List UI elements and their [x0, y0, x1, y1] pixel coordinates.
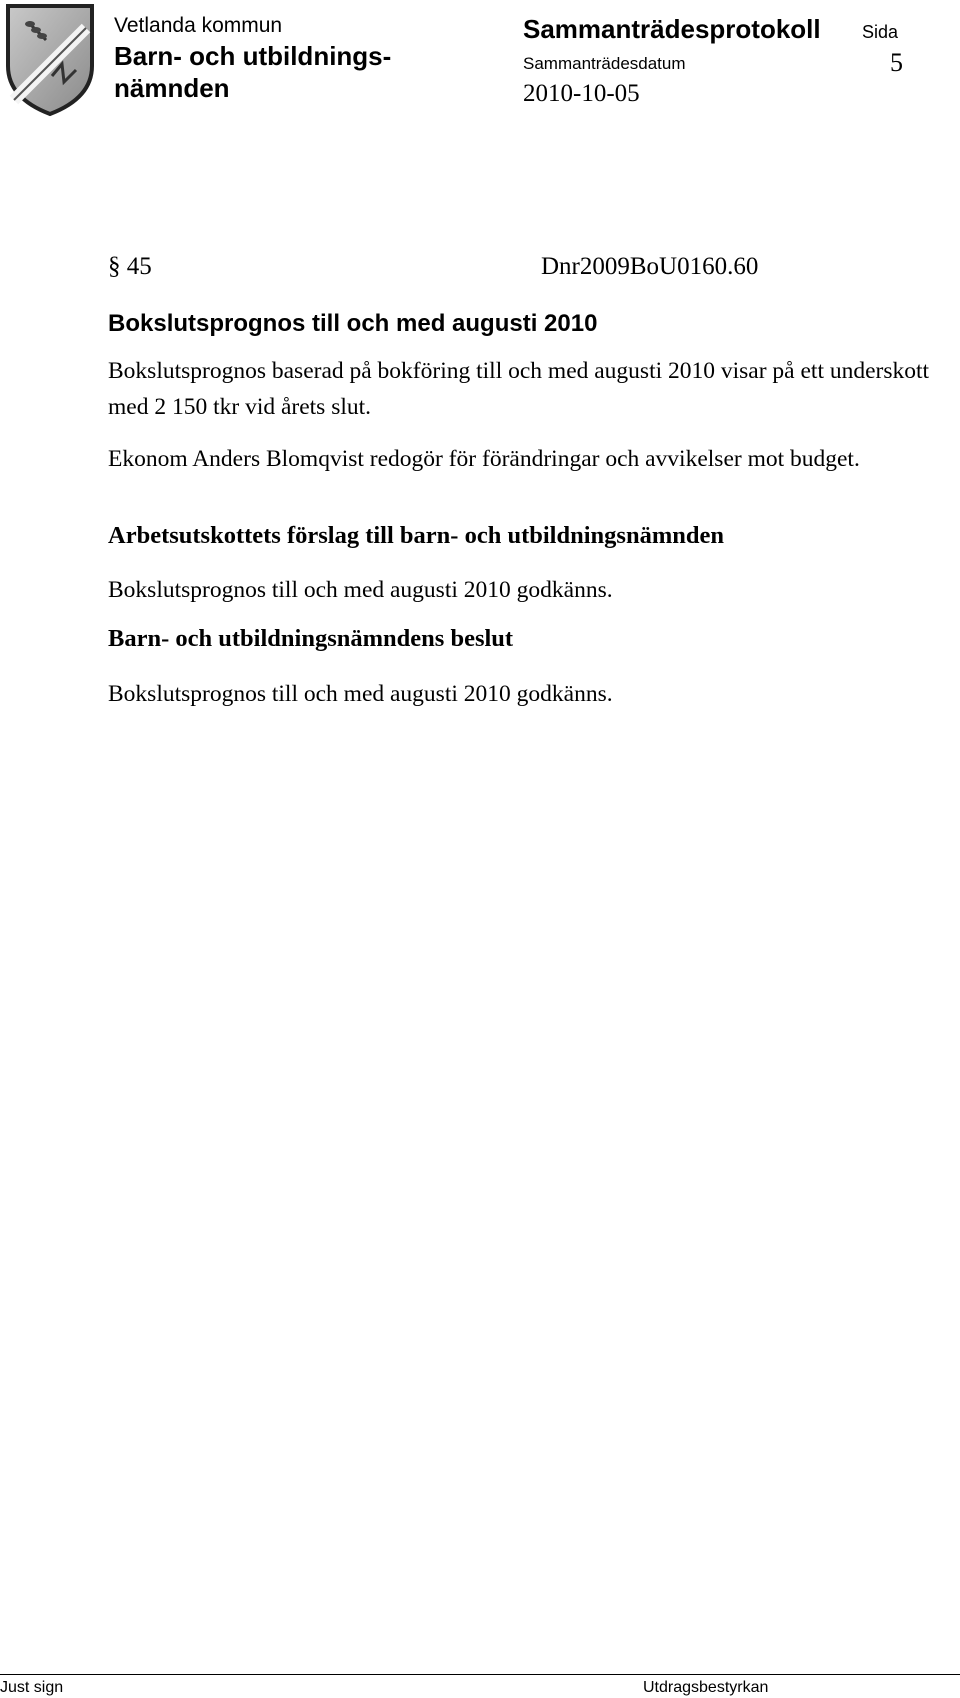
meeting-date: 2010-10-05: [523, 80, 640, 107]
municipal-coat-of-arms-icon: [2, 2, 98, 118]
page-label: Sida: [862, 22, 899, 42]
municipality-name: Vetlanda kommun: [114, 14, 283, 37]
body-paragraph-presentation: Ekonom Anders Blomqvist redogör för förändringar och avvikelser mot budget.: [108, 446, 860, 472]
committee-name: Barn- och utbildnings-nämnden: [114, 41, 392, 103]
body-paragraph-forecast: Bokslutsprognos baserad på bokföring till och med augusti 2010 visar på ett underskott med 2 150 tkr vid årets slut.: [108, 358, 930, 420]
paragraph-number: § 45: [108, 253, 152, 280]
page-number: 5: [890, 48, 903, 77]
signature-label: Just sign: [0, 1679, 64, 1696]
diary-number: Dnr2009BoU0160.60: [541, 253, 759, 280]
certification-label: Utdragsbestyrkan: [643, 1679, 769, 1696]
footer-divider: [0, 1674, 960, 1675]
decision-text: Bokslutsprognos till och med augusti 2010 godkänns.: [108, 681, 613, 707]
item-heading: Bokslutsprognos till och med augusti 2010: [108, 310, 598, 337]
proposal-text: Bokslutsprognos till och med augusti 2010 godkänns.: [108, 577, 613, 603]
meeting-date-label: Sammanträdesdatum: [523, 54, 686, 73]
proposal-heading: Arbetsutskottets förslag till barn- och utbildningsnämnden: [108, 522, 724, 549]
decision-heading: Barn- och utbildningsnämndens beslut: [108, 625, 514, 652]
protocol-title: Sammanträdesprotokoll: [523, 14, 821, 44]
